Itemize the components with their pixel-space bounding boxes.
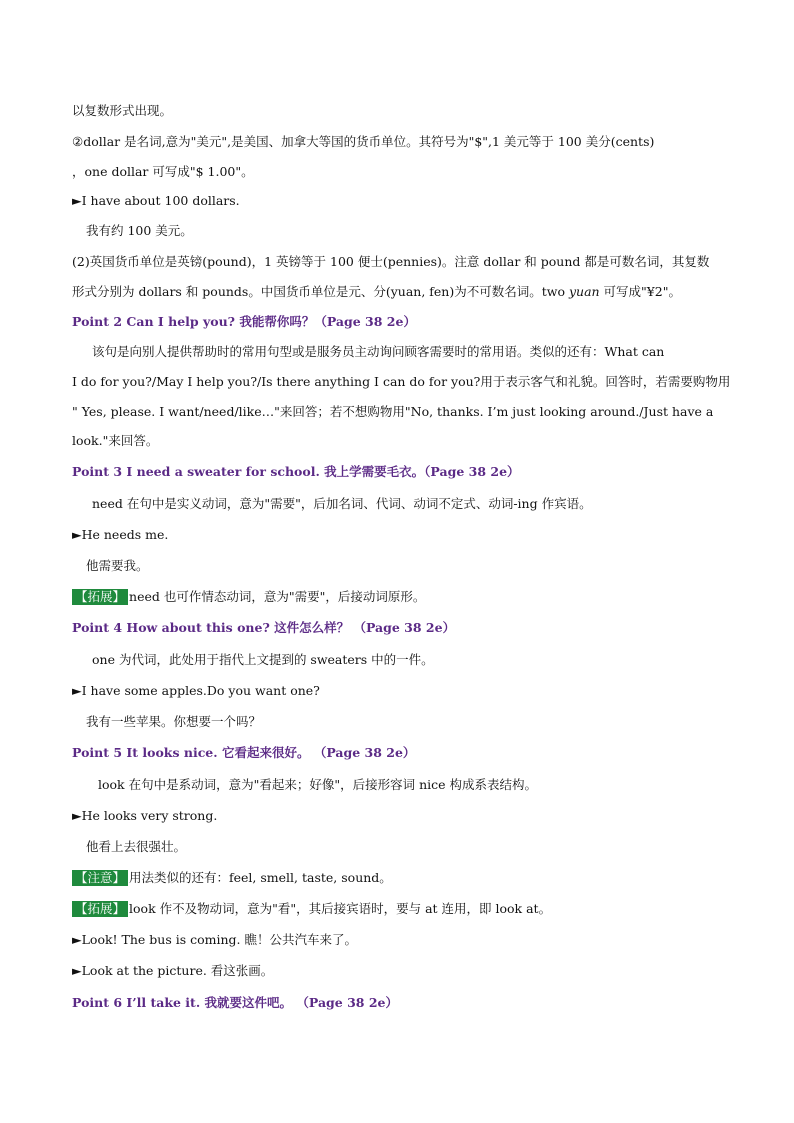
example-sentence: ►Look at the picture. 看这张画。 bbox=[72, 963, 274, 978]
example-translation: 他看上去很强壮。 bbox=[86, 839, 187, 854]
text-line: ②dollar 是名词,意为"美元",是美国、加拿大等国的货币单位。其符号为"$",1 美元等于 100 美分(cents) bbox=[72, 134, 655, 149]
paragraph-line: " Yes, please. I want/need/like…"来回答；若不想购物用"No, thanks. I’m just looking around./Just have a bbox=[72, 404, 714, 419]
text-line bbox=[72, 284, 724, 300]
point-heading: Point 3 I need a sweater for school. 我上学需要毛衣。（Page 38 2e） bbox=[72, 464, 520, 479]
text-line: (2)英国货币单位是英镑(pound)，1 英镑等于 100 便士(pennies)。注意 dollar 和 pound 都是可数名词，其复数 bbox=[72, 254, 710, 269]
paragraph-line: look."来回答。 bbox=[72, 433, 159, 448]
text-segment: 可写成"¥2"。 bbox=[599, 284, 681, 299]
text-segment: 形式分别为 dollars 和 pounds。中国货币单位是元、分(yuan, fen)为不可数名词。two bbox=[72, 284, 569, 299]
example-sentence: ►He looks very strong. bbox=[72, 808, 218, 823]
text-line: ，one dollar 可写成"$ 1.00"。 bbox=[72, 164, 254, 179]
paragraph-line: 该句是向别人提供帮助时的常用句型或是服务员主动询问顾客需要时的常用语。类似的还有：What can bbox=[92, 344, 665, 359]
example-sentence: ►He needs me. bbox=[72, 527, 169, 542]
point-heading: Point 4 How about this one? 这件怎么样？ （Page 38 2e） bbox=[72, 620, 456, 635]
point-heading: Point 2 Can I help you? 我能帮你吗？（Page 38 2e） bbox=[72, 314, 416, 329]
text-segment: need 也可作情态动词，意为"需要"，后接动词原形。 bbox=[129, 589, 426, 604]
point-heading: Point 5 It looks nice. 它看起来很好。 （Page 38 2e） bbox=[72, 745, 416, 760]
paragraph-line: need 在句中是实义动词，意为"需要"，后加名词、代词、动词不定式、动词-ing 作宾语。 bbox=[92, 496, 592, 511]
text-line bbox=[72, 901, 724, 917]
text-segment: look 作不及物动词，意为"看"，其后接宾语时，要与 at 连用，即 look at。 bbox=[129, 901, 552, 916]
text-line bbox=[72, 870, 724, 886]
example-sentence: ►Look! The bus is coming. 瞧！公共汽车来了。 bbox=[72, 932, 357, 947]
paragraph-line: I do for you?/May I help you?/Is there anything I can do for you?用于表示客气和礼貌。回答时，若需要购物用 bbox=[72, 374, 731, 389]
example-translation: 他需要我。 bbox=[86, 558, 149, 573]
example-translation: 我有一些苹果。你想要一个吗？ bbox=[86, 714, 262, 729]
example-sentence: ►I have some apples.Do you want one? bbox=[72, 683, 320, 698]
example-sentence: ►I have about 100 dollars. bbox=[72, 193, 240, 208]
text-line: 以复数形式出现。 bbox=[72, 103, 173, 118]
note-tag: 【注意】 bbox=[72, 870, 128, 886]
paragraph-line: one 为代词，此处用于指代上文提到的 sweaters 中的一件。 bbox=[92, 652, 434, 667]
italic-word: yuan bbox=[568, 284, 600, 299]
example-translation: 我有约 100 美元。 bbox=[86, 223, 193, 238]
expand-tag: 【拓展】 bbox=[72, 589, 128, 605]
paragraph-line: look 在句中是系动词，意为"看起来；好像"，后接形容词 nice 构成系表结构。 bbox=[98, 777, 537, 792]
text-segment: 用法类似的还有：feel, smell, taste, sound。 bbox=[129, 870, 392, 885]
text-line bbox=[72, 589, 724, 605]
point-heading: Point 6 I’ll take it. 我就要这件吧。 （Page 38 2e） bbox=[72, 995, 398, 1010]
expand-tag: 【拓展】 bbox=[72, 901, 128, 917]
